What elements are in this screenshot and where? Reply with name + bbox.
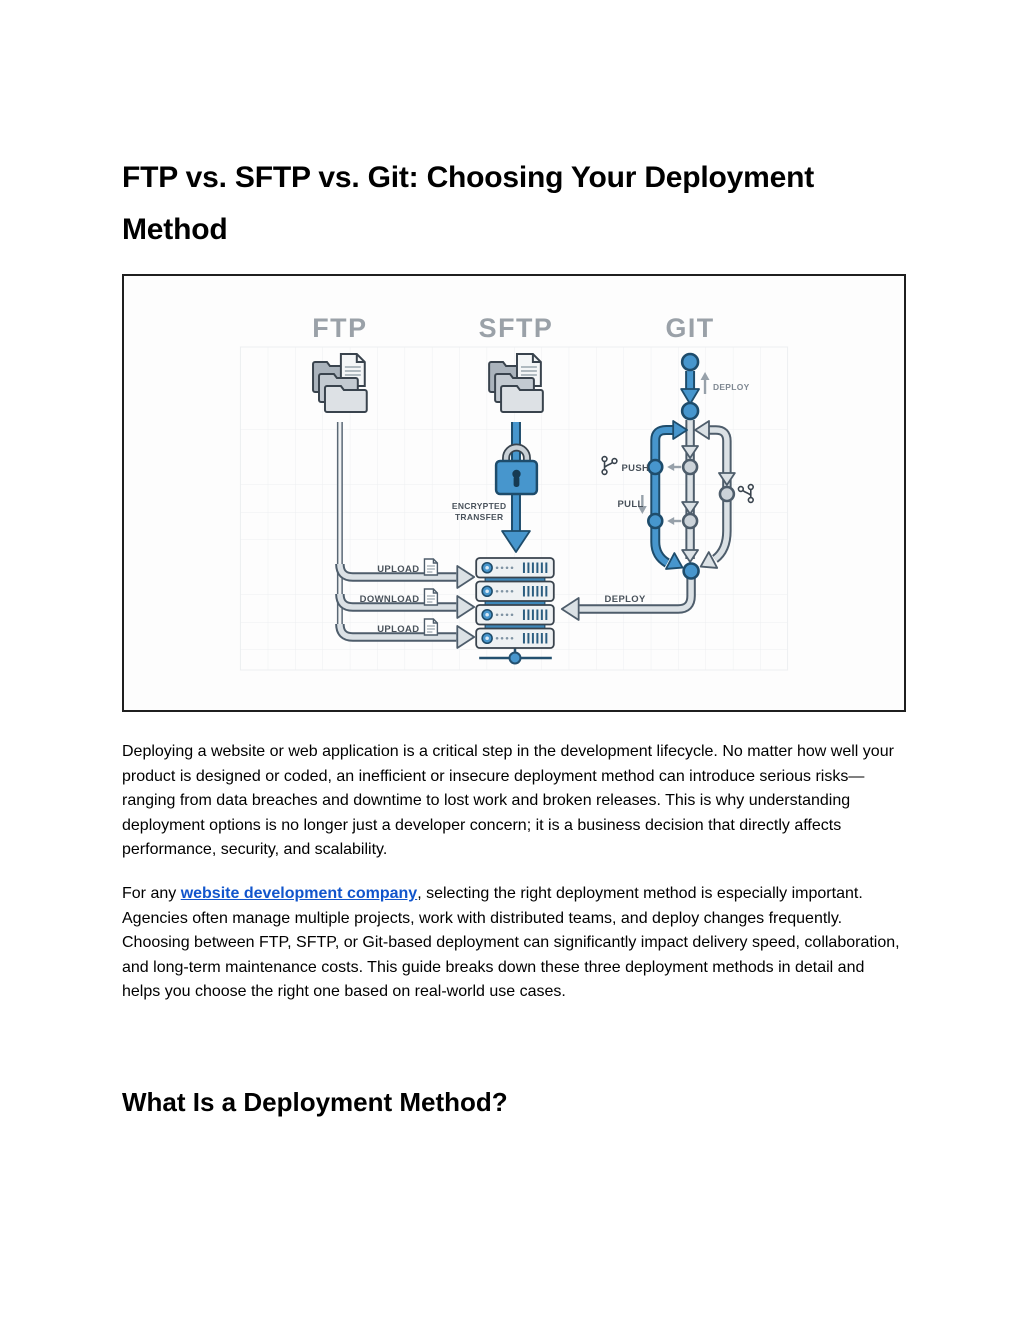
encrypted-label-line2: TRANSFER (454, 511, 504, 523)
server-stack-icon (476, 558, 554, 664)
paragraph-agency (122, 882, 906, 1005)
deployment-diagram-image (122, 274, 906, 712)
deployment-diagram-svg (124, 276, 904, 710)
git-commit-node (682, 354, 698, 370)
paragraph-intro: Deploying a website or web application is a critical step in the development lifecycle. No matter how well your product is designed or coded, an inefficient or insecure deployment method can introduce serious risks—ranging from data breaches and downtime to lost work and broken releases. This is why understanding deployment options is no longer just a developer concern; it is a business decision that directly affects performance, security, and scalability. (122, 743, 894, 859)
deploy-up-label: DEPLOY (712, 381, 750, 393)
file-icon (424, 559, 437, 575)
deploy-left-label: DEPLOY (604, 593, 646, 606)
sftp-column-header: SFTP (478, 312, 554, 344)
git-column-header: GIT (665, 312, 715, 344)
ftp-column-header: FTP (312, 312, 368, 344)
paragraph-agency-before: For any (122, 884, 181, 902)
encrypted-label-line1: ENCRYPTED (451, 500, 507, 512)
upload-label: UPLOAD (377, 563, 420, 576)
push-label: PUSH (621, 462, 650, 475)
paragraph-agency-after: , selecting the right deployment method is especially important. Agencies often manage multiple projects, work with distributed teams, and deploy changes frequently. Choosing between FTP, SFTP, or Git-based deployment can significantly impact delivery speed, collaboration, and long-term maintenance costs. This guide breaks down these three deployment methods in detail and helps you choose the right one based on real-world use cases. (122, 884, 900, 1001)
website-development-company-link[interactable]: website development company (180, 884, 418, 902)
pull-label: PULL (617, 498, 644, 511)
file-icon (424, 619, 437, 635)
git-commit-node (682, 403, 698, 419)
file-icon (424, 589, 437, 605)
document-title: FTP vs. SFTP vs. Git: Choosing Your Deployment Method (122, 161, 815, 246)
upload2-label: UPLOAD (377, 623, 420, 636)
download-label: DOWNLOAD (359, 593, 420, 606)
section-heading: What Is a Deployment Method? (122, 1086, 508, 1117)
